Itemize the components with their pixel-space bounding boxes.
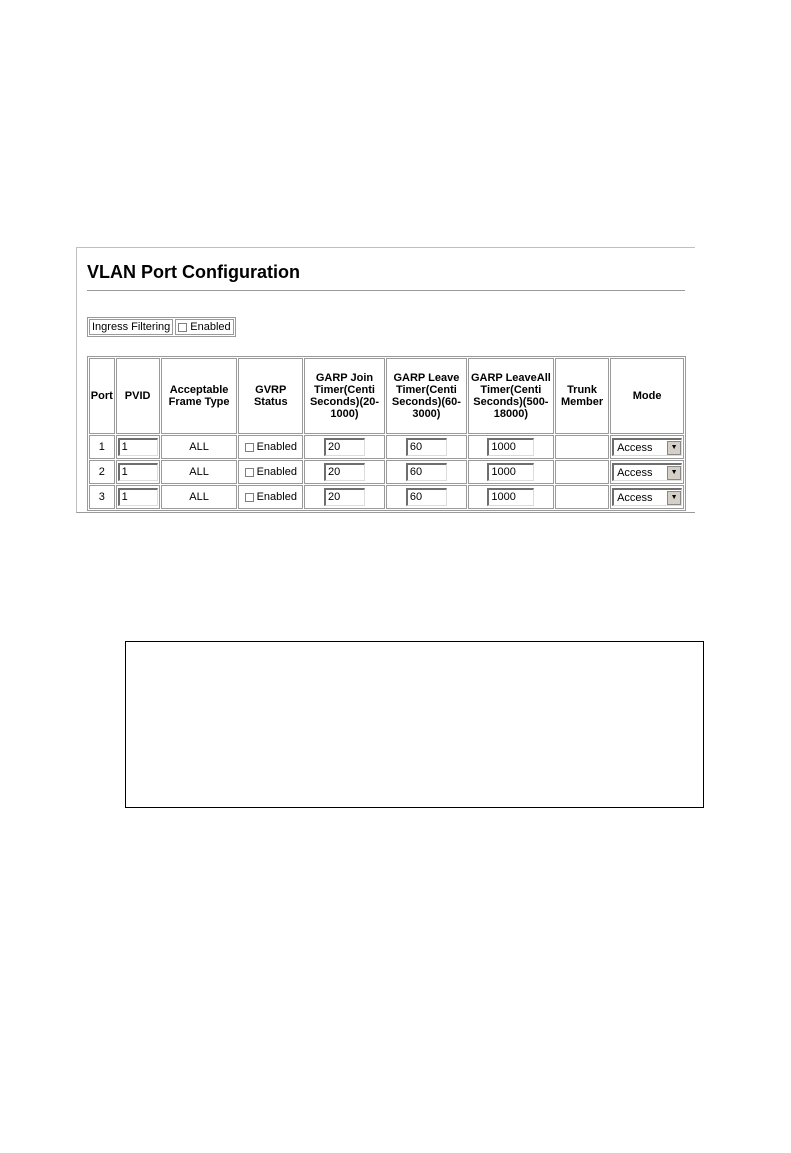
mode-value: Access — [617, 441, 653, 454]
vlan-port-config-screenshot — [76, 247, 695, 513]
garp-leave-input[interactable]: 60 — [406, 488, 447, 506]
dropdown-arrow-icon[interactable]: ▼ — [667, 466, 681, 480]
leave-cell — [386, 485, 467, 509]
header-garp-leaveall: GARP LeaveAll Timer(Centi Seconds)(500-18000) — [468, 358, 554, 434]
header-garp-join: GARP Join Timer(Centi Seconds)(20-1000) — [304, 358, 385, 434]
header-frame-type: Acceptable Frame Type — [161, 358, 238, 434]
header-port: Port — [89, 358, 115, 434]
empty-bordered-box — [125, 641, 704, 808]
gvrp-enabled-label: Enabled — [256, 441, 297, 453]
pvid-input[interactable]: 1 — [118, 488, 158, 506]
garp-join-input[interactable]: 20 — [324, 438, 365, 456]
mode-select[interactable] — [612, 488, 682, 506]
garp-leaveall-input[interactable]: 1000 — [487, 463, 534, 481]
join-cell — [304, 435, 385, 459]
pvid-input[interactable]: 1 — [118, 438, 158, 456]
garp-leave-input[interactable]: 60 — [406, 438, 447, 456]
gvrp-enabled-label: Enabled — [256, 466, 297, 478]
garp-leaveall-input[interactable]: 1000 — [487, 488, 534, 506]
port-number: 2 — [89, 460, 115, 484]
gvrp-cell[interactable] — [238, 435, 303, 459]
ingress-filtering-table — [87, 317, 236, 337]
checkbox-icon[interactable] — [245, 443, 254, 452]
join-cell — [304, 485, 385, 509]
pvid-cell — [116, 435, 160, 459]
pvid-input[interactable]: 1 — [118, 463, 158, 481]
ingress-filtering-checkbox-cell[interactable] — [175, 319, 233, 335]
ingress-enabled-label: Enabled — [190, 321, 231, 333]
mode-cell — [610, 485, 684, 509]
mode-cell — [610, 435, 684, 459]
checkbox-icon[interactable] — [245, 493, 254, 502]
port-number: 1 — [89, 435, 115, 459]
header-pvid: PVID — [116, 358, 160, 434]
dropdown-arrow-icon[interactable]: ▼ — [667, 441, 681, 455]
leave-cell — [386, 435, 467, 459]
gvrp-cell[interactable] — [238, 485, 303, 509]
title-divider — [87, 290, 685, 291]
page-title: VLAN Port Configuration — [87, 262, 300, 282]
garp-join-input[interactable]: 20 — [324, 488, 365, 506]
garp-leave-input[interactable]: 60 — [406, 463, 447, 481]
mode-select[interactable] — [612, 438, 682, 456]
frame-type: ALL — [161, 485, 238, 509]
gvrp-cell[interactable] — [238, 460, 303, 484]
trunk-member — [555, 435, 609, 459]
mode-select[interactable] — [612, 463, 682, 481]
port-number: 3 — [89, 485, 115, 509]
checkbox-icon[interactable] — [245, 468, 254, 477]
trunk-member — [555, 485, 609, 509]
mode-value: Access — [617, 466, 653, 479]
leaveall-cell — [468, 485, 554, 509]
garp-leaveall-input[interactable]: 1000 — [487, 438, 534, 456]
leaveall-cell — [468, 435, 554, 459]
table-row — [89, 485, 684, 509]
header-garp-leave: GARP Leave Timer(Centi Seconds)(60-3000) — [386, 358, 467, 434]
table-row — [89, 435, 684, 459]
pvid-cell — [116, 460, 160, 484]
checkbox-icon[interactable] — [178, 323, 187, 332]
port-config-table — [87, 356, 686, 511]
gvrp-enabled-label: Enabled — [256, 491, 297, 503]
header-gvrp-status: GVRP Status — [238, 358, 303, 434]
frame-type: ALL — [161, 435, 238, 459]
table-header-row — [89, 358, 684, 434]
mode-value: Access — [617, 491, 653, 504]
header-trunk-member: Trunk Member — [555, 358, 609, 434]
trunk-member — [555, 460, 609, 484]
frame-type: ALL — [161, 460, 238, 484]
ingress-filtering-label: Ingress Filtering — [89, 319, 173, 335]
dropdown-arrow-icon[interactable]: ▼ — [667, 491, 681, 505]
header-mode: Mode — [610, 358, 684, 434]
leaveall-cell — [468, 460, 554, 484]
leave-cell — [386, 460, 467, 484]
join-cell — [304, 460, 385, 484]
pvid-cell — [116, 485, 160, 509]
mode-cell — [610, 460, 684, 484]
table-row — [89, 460, 684, 484]
garp-join-input[interactable]: 20 — [324, 463, 365, 481]
